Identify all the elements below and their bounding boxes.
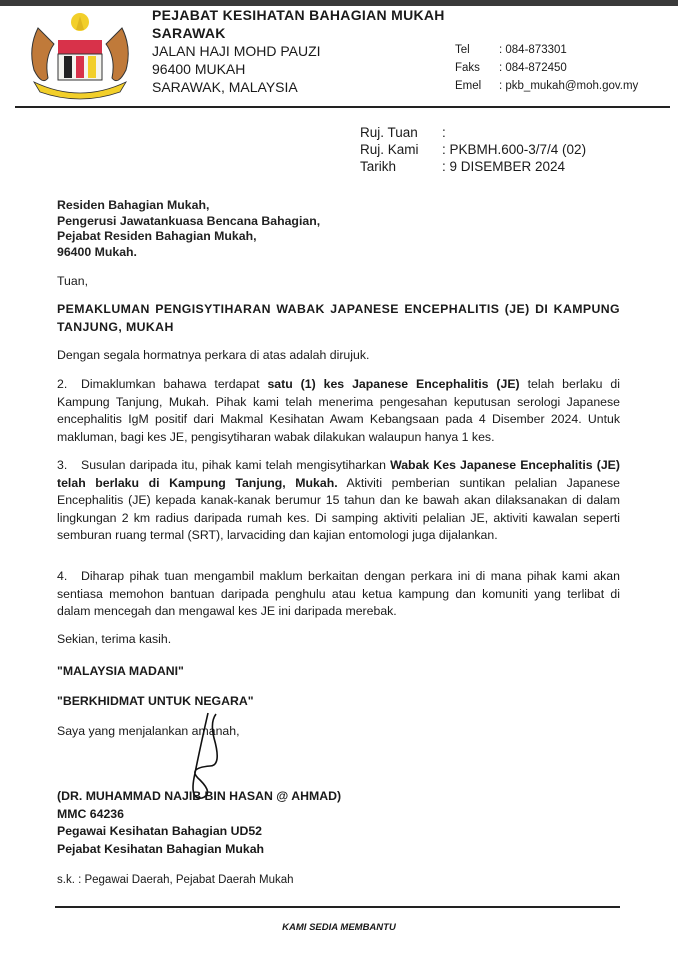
contact-value: : 084-873301 xyxy=(499,44,567,56)
recipient-line: Residen Bahagian Mukah, xyxy=(57,198,210,212)
emphasis: Wabak Kes Japanese Encephalitis (JE) telah berlaku di Kampung Tanjung, Mukah. xyxy=(57,458,620,490)
signatory-title: Pegawai Kesihatan Bahagian UD52 xyxy=(57,824,263,838)
recipient-address xyxy=(57,198,320,260)
ref-value: : PKBMH.600-3/7/4 (02) xyxy=(442,142,587,157)
paragraph-3 xyxy=(57,457,620,545)
footer-motto: KAMI SEDIA MEMBANTU xyxy=(282,922,396,933)
org-state: SARAWAK xyxy=(152,25,226,41)
text: Dimaklumkan bahawa terdapat xyxy=(81,377,268,391)
recipient-line: Pengerusi Jawatankuasa Bencana Bahagian, xyxy=(57,213,321,228)
contact-label: Tel xyxy=(455,44,470,56)
footer-divider xyxy=(55,906,620,908)
ref-label: Ruj. Kami xyxy=(360,142,419,157)
address-line: 96400 MUKAH xyxy=(152,61,246,77)
opening-line: Dengan segala hormatnya perkara di atas adalah dirujuk. xyxy=(57,348,370,362)
closing: Sekian, terima kasih. xyxy=(57,632,172,646)
contact-label: Emel xyxy=(455,80,482,92)
address-line: JALAN HAJI MOHD PAUZI xyxy=(152,43,321,59)
contact-fax xyxy=(455,59,638,77)
text: Diharap pihak tuan mengambil maklum berkaitan dengan perkara ini di mana pihak kami akan sentiasa memohon bantuan daripada penghulu atau ketua kampung dan komuniti yang terlibat di dalam mencegah dan mengawal kes JE ini daripada merebak. xyxy=(57,569,620,618)
letterhead-address xyxy=(152,6,445,96)
text: Susulan daripada itu, pihak kami telah mengisytiharkan xyxy=(81,458,391,472)
contact-value: : 084-872450 xyxy=(499,62,567,74)
subject: PEMAKLUMAN PENGISYTIHARAN WABAK JAPANESE ENCEPHALITIS (JE) DI KAMPUNG TANJUNG, MUKAH xyxy=(57,302,620,334)
reference-block xyxy=(360,124,586,175)
slogan-malaysia-madani: "MALAYSIA MADANI" xyxy=(57,664,184,678)
recipient-line: 96400 Mukah. xyxy=(57,244,137,259)
ref-value: : 9 DISEMBER 2024 xyxy=(442,159,566,174)
ref-value: : xyxy=(442,125,446,140)
paragraph-number: 4. xyxy=(57,569,68,583)
address-line: SARAWAK, MALAYSIA xyxy=(152,79,298,95)
slogan-berkhidmat: "BERKHIDMAT UNTUK NEGARA" xyxy=(57,694,254,708)
header-divider xyxy=(15,106,670,108)
paragraph-number: 3. xyxy=(57,458,68,472)
text: telah berlaku di Kampung Tanjung, Mukah. Pihak kami telah menerima pengesahan keputusan serologi Japanese encephalitis IgM positif dari Makmal Kesihatan Awam Kebangsaan pada 4 Disember 2024. Untuk makluman, bagi kes JE, pengisytiharan wabak dilakukan walaupun hanya 1 kes. xyxy=(57,377,620,444)
signatory-block xyxy=(57,788,341,858)
paragraph-2 xyxy=(57,376,620,446)
signatory-name: (DR. MUHAMMAD NAJIB BIN HASAN @ AHMAD) xyxy=(57,789,342,803)
contact-info xyxy=(455,41,638,95)
recipient-line: Pejabat Residen Bahagian Mukah, xyxy=(57,229,257,243)
salutation: Tuan, xyxy=(57,274,88,288)
coat-of-arms-logo xyxy=(20,8,140,107)
ref-label: Ruj. Tuan xyxy=(360,125,418,140)
signatory-mmc: MMC 64236 xyxy=(57,806,124,821)
contact-tel xyxy=(455,41,638,59)
ref-label: Tarikh xyxy=(360,159,397,174)
sign-off: Saya yang menjalankan amanah, xyxy=(57,724,240,738)
signatory-office: Pejabat Kesihatan Bahagian Mukah xyxy=(57,841,265,856)
emphasis: satu (1) kes Japanese Encephalitis (JE) xyxy=(267,377,520,391)
contact-email xyxy=(455,77,638,95)
contact-label: Faks xyxy=(455,62,480,74)
paragraph-4 xyxy=(57,568,620,621)
text: Aktiviti pemberian suntikan pelalian Japanese Encephalitis (JE) kepada kanak-kanak berumur 15 tahun dan ke bawah akan dilaksanakan di dalam lingkungan 2 km radius daripada rumah kes. Di samping aktiviti pelalian JE, aktiviti kawalan seperti semburan ruang termal (SRT), larvaciding dan kajian entomologi juga dijalankan. xyxy=(57,475,620,542)
paragraph-number: 2. xyxy=(57,377,68,391)
carbon-copy: s.k. : Pegawai Daerah, Pejabat Daerah Mukah xyxy=(57,874,294,886)
contact-value: : pkb_mukah@moh.gov.my xyxy=(499,80,639,92)
org-name: PEJABAT KESIHATAN BAHAGIAN MUKAH xyxy=(152,7,445,23)
